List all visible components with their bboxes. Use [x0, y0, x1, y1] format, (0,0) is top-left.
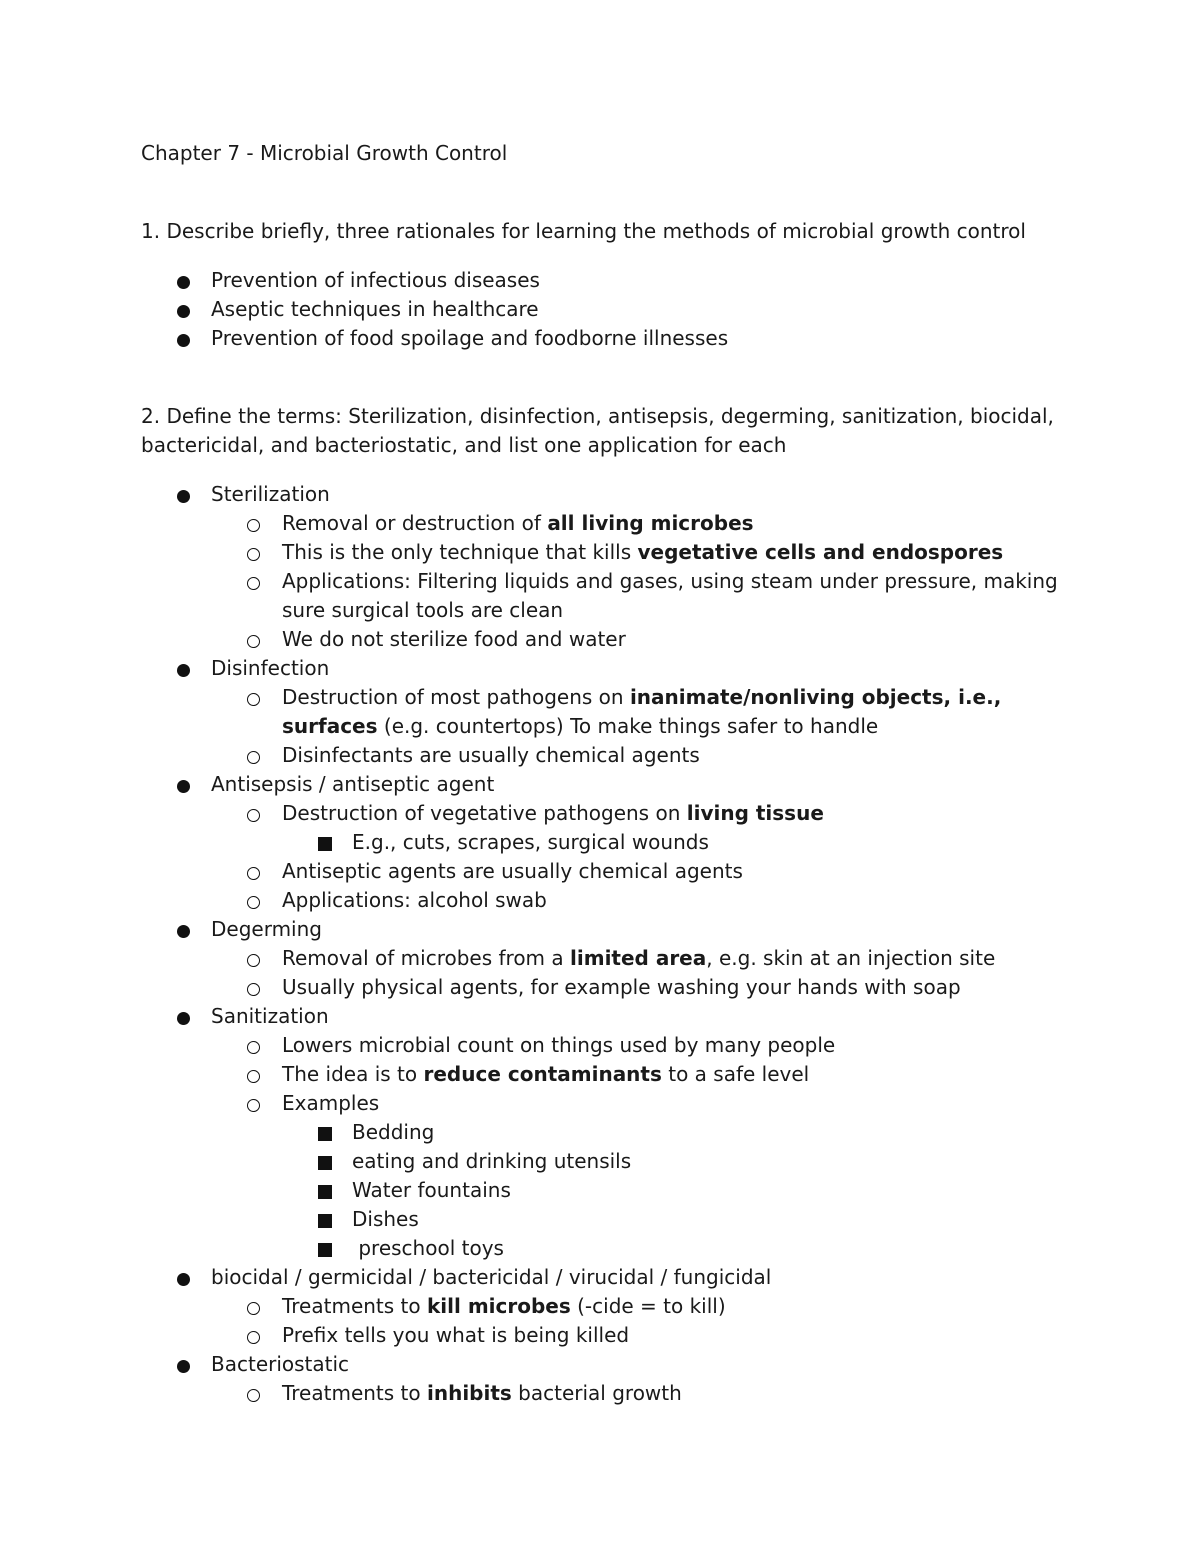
list-item: This is the only technique that kills vegetative cells and endospores: [141, 538, 1071, 567]
bullet-disc-icon: [177, 305, 190, 318]
list-item: Treatments to kill microbes (-cide = to kill): [141, 1292, 1071, 1321]
list-item: E.g., cuts, scrapes, surgical wounds: [141, 828, 1071, 857]
bullet-disc-icon: [177, 490, 190, 503]
bullet-circle-icon: [247, 635, 260, 648]
bullet-disc-icon: [177, 276, 190, 289]
bullet-circle-icon: [247, 896, 260, 909]
list-item: Treatments to inhibits bacterial growth: [141, 1379, 1071, 1408]
bullet-square-icon: [318, 1127, 332, 1141]
bullet-circle-icon: [247, 1041, 260, 1054]
list-item: Prevention of food spoilage and foodborne illnesses: [141, 324, 1071, 353]
bullet-circle-icon: [247, 809, 260, 822]
bullet-circle-icon: [247, 983, 260, 996]
term-sterilization: Sterilization: [141, 480, 1071, 509]
bullet-circle-icon: [247, 954, 260, 967]
bullet-disc-icon: [177, 780, 190, 793]
list-item: Removal or destruction of all living microbes: [141, 509, 1071, 538]
list-item: Lowers microbial count on things used by many people: [141, 1031, 1071, 1060]
term-biocidal: biocidal / germicidal / bactericidal / virucidal / fungicidal: [141, 1263, 1071, 1292]
bullet-circle-icon: [247, 548, 260, 561]
term-degerming: Degerming: [141, 915, 1071, 944]
blank-line: [141, 168, 1071, 197]
bullet-circle-icon: [247, 1331, 260, 1344]
bullet-circle-icon: [247, 577, 260, 590]
bullet-square-icon: [318, 1214, 332, 1228]
list-item: The idea is to reduce contaminants to a safe level: [141, 1060, 1071, 1089]
bullet-disc-icon: [177, 1273, 190, 1286]
list-item: Removal of microbes from a limited area, e.g. skin at an injection site: [141, 944, 1071, 973]
bullet-circle-icon: [247, 693, 260, 706]
bullet-circle-icon: [247, 1389, 260, 1402]
document-title: Chapter 7 - Microbial Growth Control: [141, 141, 508, 165]
list-item: Examples: [141, 1089, 1071, 1118]
bullet-disc-icon: [177, 1360, 190, 1373]
bullet-square-icon: [318, 1243, 332, 1257]
term-disinfection: Disinfection: [141, 654, 1071, 683]
blank-line: [141, 353, 1071, 382]
list-item: Aseptic techniques in healthcare: [141, 295, 1071, 324]
list-item: Applications: alcohol swab: [141, 886, 1071, 915]
bullet-circle-icon: [247, 519, 260, 532]
term-sanitization: Sanitization: [141, 1002, 1071, 1031]
bullet-circle-icon: [247, 867, 260, 880]
term-antisepsis: Antisepsis / antiseptic agent: [141, 770, 1071, 799]
bullet-disc-icon: [177, 664, 190, 677]
bullet-disc-icon: [177, 334, 190, 347]
list-item: Prefix tells you what is being killed: [141, 1321, 1071, 1350]
list-item: Dishes: [141, 1205, 1071, 1234]
question-2: 2. Define the terms: Sterilization, disinfection, antisepsis, degerming, sanitization, biocidal, bactericidal, and bacteriostatic, and list one application for each: [141, 404, 1054, 457]
bullet-square-icon: [318, 1156, 332, 1170]
bullet-square-icon: [318, 837, 332, 851]
list-item: Destruction of most pathogens on inanimate/nonliving objects, i.e., surfaces (e.g. countertops) To make things safer to handle: [141, 683, 1071, 741]
bullet-circle-icon: [247, 1099, 260, 1112]
bullet-disc-icon: [177, 925, 190, 938]
term-bacteriostatic: Bacteriostatic: [141, 1350, 1071, 1379]
list-item: Destruction of vegetative pathogens on living tissue: [141, 799, 1071, 828]
list-item: Bedding: [141, 1118, 1071, 1147]
bullet-circle-icon: [247, 1302, 260, 1315]
list-item: Usually physical agents, for example washing your hands with soap: [141, 973, 1071, 1002]
bullet-circle-icon: [247, 751, 260, 764]
list-item: Water fountains: [141, 1176, 1071, 1205]
bullet-disc-icon: [177, 1012, 190, 1025]
list-item: Prevention of infectious diseases: [141, 266, 1071, 295]
bullet-square-icon: [318, 1185, 332, 1199]
list-item: preschool toys: [141, 1234, 1071, 1263]
list-item: Disinfectants are usually chemical agents: [141, 741, 1071, 770]
list-item: eating and drinking utensils: [141, 1147, 1071, 1176]
bullet-circle-icon: [247, 1070, 260, 1083]
question-1: 1. Describe briefly, three rationales for learning the methods of microbial growth control: [141, 219, 1026, 243]
list-item: Antiseptic agents are usually chemical agents: [141, 857, 1071, 886]
document-body: [141, 139, 1071, 1408]
list-item: We do not sterilize food and water: [141, 625, 1071, 654]
list-item: Applications: Filtering liquids and gases, using steam under pressure, making sure surgical tools are clean: [141, 567, 1071, 625]
